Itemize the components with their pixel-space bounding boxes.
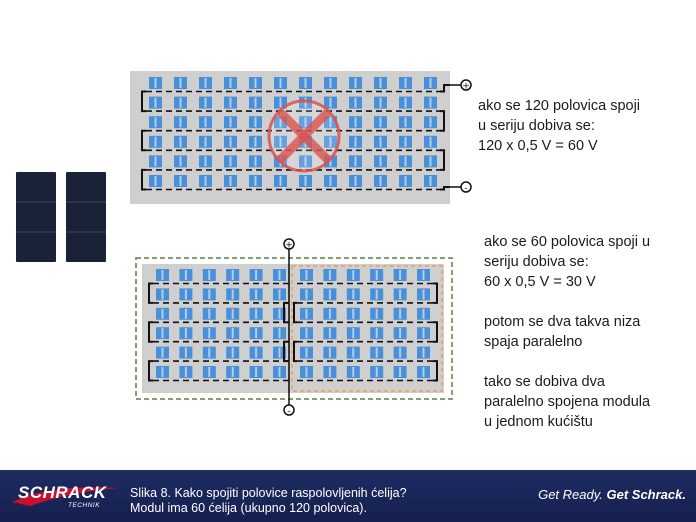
text-line: seriju dobiva se: bbox=[484, 254, 589, 270]
top-plus-label: + bbox=[462, 81, 470, 92]
text-line: 60 x 0,5 V = 30 V bbox=[484, 274, 596, 290]
bottom-module-explanation-series bbox=[484, 232, 650, 292]
cross-mark bbox=[269, 101, 339, 171]
slogan bbox=[538, 487, 686, 502]
text-line: ako se 120 polovica spoji bbox=[478, 98, 641, 114]
text-line: 120 x 0,5 V = 60 V bbox=[478, 138, 598, 154]
solar-panel-right bbox=[66, 172, 106, 262]
schrack-logo bbox=[10, 478, 122, 512]
logo-wordmark: SCHRACK bbox=[18, 483, 107, 502]
text-line: potom se dva takva niza bbox=[484, 314, 641, 330]
bottom-plus-label: + bbox=[285, 240, 293, 251]
text-line: paralelno spojena modula bbox=[484, 394, 651, 410]
bottom-module-explanation-result bbox=[484, 372, 650, 432]
top-positive-terminal bbox=[450, 80, 471, 92]
figure-caption bbox=[130, 486, 407, 516]
solar-panel-left bbox=[16, 172, 56, 262]
footer-bar bbox=[0, 470, 696, 522]
slogan-part-1: Get Ready. bbox=[538, 487, 603, 502]
text-line: u jednom kućištu bbox=[484, 414, 593, 430]
caption-line-2: Modul ima 60 ćelija (ukupno 120 polovica). bbox=[130, 501, 367, 515]
text-line: u seriju dobiva se: bbox=[478, 118, 595, 134]
text-line: spaja paralelno bbox=[484, 334, 583, 350]
bottom-module-two-parallel-strings bbox=[136, 239, 452, 417]
top-negative-terminal bbox=[450, 182, 471, 194]
text-line: ako se 60 polovica spoji u bbox=[484, 234, 651, 250]
bottom-negative-terminal bbox=[284, 393, 294, 417]
bottom-positive-terminal bbox=[284, 239, 294, 264]
top-module-120-half-cells bbox=[130, 71, 471, 204]
text-line: tako se dobiva dva bbox=[484, 374, 605, 390]
bottom-module-explanation-parallel bbox=[484, 312, 640, 352]
solar-panel-illustration bbox=[16, 172, 106, 262]
top-minus-label: - bbox=[464, 183, 468, 194]
caption-line-1: Slika 8. Kako spojiti polovice raspolovljenih ćelija? bbox=[130, 486, 407, 500]
slogan-part-2: Get Schrack. bbox=[606, 487, 686, 502]
logo-subtitle: TECHNIK bbox=[68, 502, 101, 509]
bottom-minus-label: - bbox=[287, 406, 291, 417]
top-module-explanation bbox=[478, 96, 640, 156]
